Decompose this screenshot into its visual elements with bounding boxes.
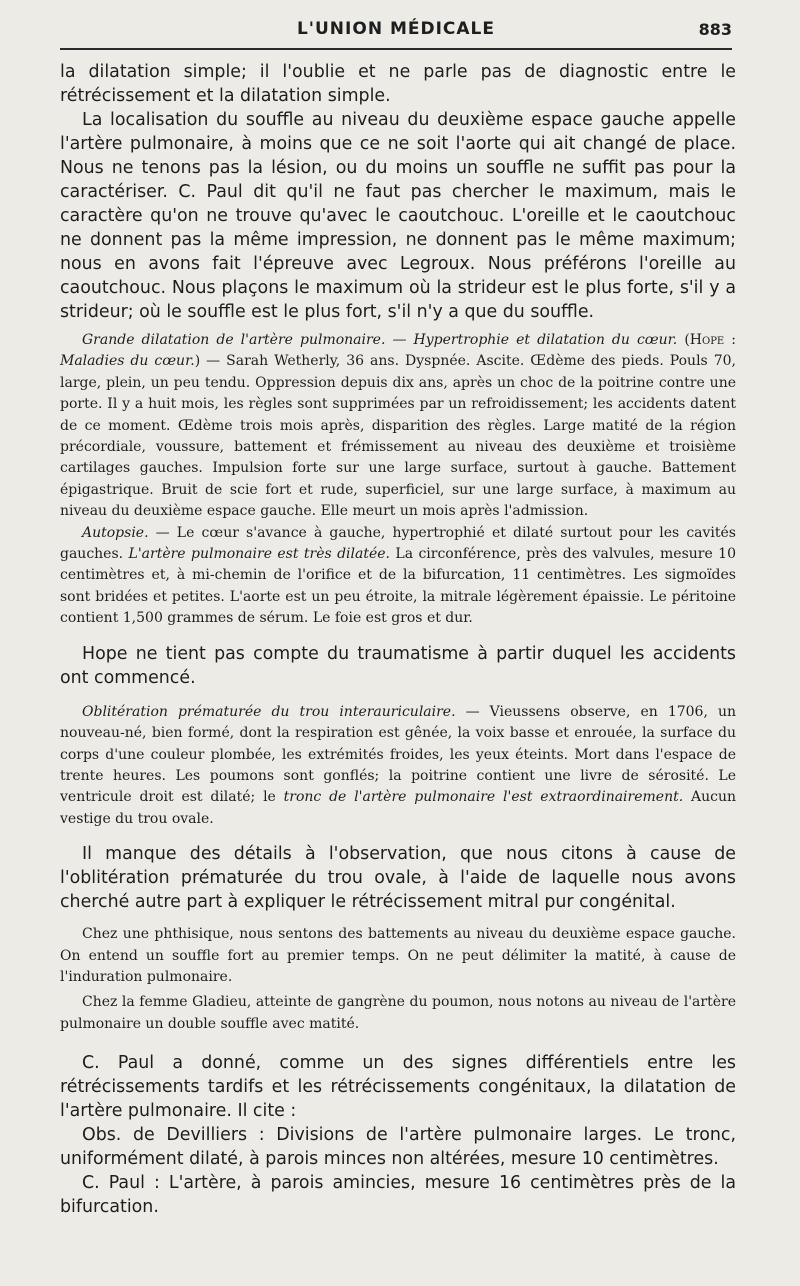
case-vieussens-italic: tronc de l'artère pulmonaire l'est extraordinairement. [283, 789, 684, 806]
paragraph-5: Chez une phthisique, nous sentons des battements au niveau du deuxième espace gauche. On entend un souffle fort au premier temps. On ne peut délimiter la matité, à cause de l'induration pulmonaire. [60, 926, 736, 985]
paragraph-3: Hope ne tient pas compte du traumatisme à partir duquel les accidents ont commencé. [60, 643, 736, 688]
page-number: 883 [698, 20, 732, 39]
autopsy-label: Autopsie. [82, 524, 149, 541]
case-vieussens-text-1: — Vieussens observe, en 1706, un nouveau-né, bien formé, dont la respiration est gênée, la voix basse et enrouée, la surface du corps d'une couleur plombée, les extrémités froides, les yeux éteints. Mort dans l'espace de trente heures. Les poumons sont gonflés; la poitrine contient une livre de sérosité. Le ventricule droit est dilaté; le [60, 703, 736, 806]
paragraph-4: Il manque des détails à l'observation, que nous citons à cause de l'oblitération prématurée du trou ovale, à l'aide de laquelle nous avons cherché autre part à expliquer le rétrécissement mitral pur congénital. [60, 844, 736, 913]
autopsy [60, 523, 736, 630]
autopsy-italic: L'artère pulmonaire est très dilatée. [128, 546, 390, 563]
paragraph-8: Obs. de Devilliers : Divisions de l'artère pulmonaire larges. Le tronc, uniformément dilaté, à parois minces non altérées, mesure 10 centimètres. [60, 1125, 736, 1170]
autopsy-text-2: La circonférence, près des valvules, mesure 10 centimètres et, à mi-chemin de l'orifice et de la bifurcation, 11 centimètres. Les sigmoïdes sont bridées et petites. L'aorte est un peu étroite, la mitrale légèrement épaissie. Le péritoine contient 1,500 grammes de sérum. Le foie est gros et dur. [60, 546, 736, 627]
paragraph-7: C. Paul a donné, comme un des signes différentiels entre les rétrécissements tardifs et les rétrécissements congénitaux, la dilatation de l'artère pulmonaire. Il cite : [60, 1053, 736, 1122]
case-vieussens-title: Oblitération prématurée du trou interauriculaire. [82, 703, 456, 720]
running-title: L'UNION MÉDICALE [296, 19, 496, 39]
case-hope [60, 330, 736, 523]
case-hope-title: Grande dilatation de l'artère pulmonaire. — Hypertrophie et dilatation du cœur. [82, 332, 678, 348]
case-hope-ref-author: Hope [689, 332, 725, 348]
paragraph-1: la dilatation simple; il l'oublie et ne parle pas de diagnostic entre le rétrécissement et la dilatation simple. [60, 62, 736, 106]
case-hope-ref-colon: : [724, 332, 737, 348]
page-header [60, 16, 732, 42]
header-rule [60, 48, 732, 50]
case-hope-text: ) — Sarah Wetherly, 36 ans. Dyspnée. Ascite. Œdème des pieds. Pouls 70, large, plein, un peu tendu. Oppression depuis dix ans, après un choc de la poitrine contre une porte. Il y a huit mois, les règles sont supprimées par un refroidissement; les accidents datent de ce moment. Œdème trois mois après, disparition des règles. Large matité de la région précordiale, voussure, battement et frémissement au niveau des deuxième et troisième cartilages gauches. Impulsion forte sur une large surface, surtout à gauche. Battement épigastrique. Bruit de scie fort et rude, superficiel, sur une large surface, à maximum au niveau du deuxième espace gauche. Elle meurt un mois après l'admission. [60, 353, 736, 520]
paragraph-9: C. Paul : L'artère, à parois amincies, mesure 16 centimètres près de la bifurcation. [60, 1173, 736, 1218]
case-vieussens-text-2: Aucun vestige du trou ovale. [60, 789, 736, 827]
paragraph-6: Chez la femme Gladieu, atteinte de gangrène du poumon, nous notons au niveau de l'artère pulmonaire un double souffle avec matité. [60, 994, 736, 1032]
case-vieussens [60, 702, 736, 830]
case-hope-ref-work: Maladies du cœur. [60, 353, 195, 370]
page-body [60, 60, 736, 1219]
autopsy-text-1: — Le cœur s'avance à gauche, hypertrophié et dilaté surtout pour les cavités gauches. [60, 524, 736, 563]
paragraph-2: La localisation du souffle au niveau du deuxième espace gauche appelle l'artère pulmonaire, à moins que ce ne soit l'aorte qui ait changé de place. Nous ne tenons pas la lésion, ou du moins un souffle ne suffit pas pour la caractériser. C. Paul dit qu'il ne faut pas chercher le maximum, mais le caractère qu'on ne trouve qu'avec le caoutchouc. L'oreille et le caoutchouc ne donnent pas la même impression, ne donnent pas le même maximum; nous en avons fait l'épreuve avec Legroux. Nous préférons l'oreille au caoutchouc. Nous plaçons le maximum où la strideur est le plus forte, s'il y a strideur; où le souffle est le plus fort, s'il n'y a que du souffle. [60, 110, 736, 322]
case-hope-ref-open: ( [684, 332, 690, 348]
